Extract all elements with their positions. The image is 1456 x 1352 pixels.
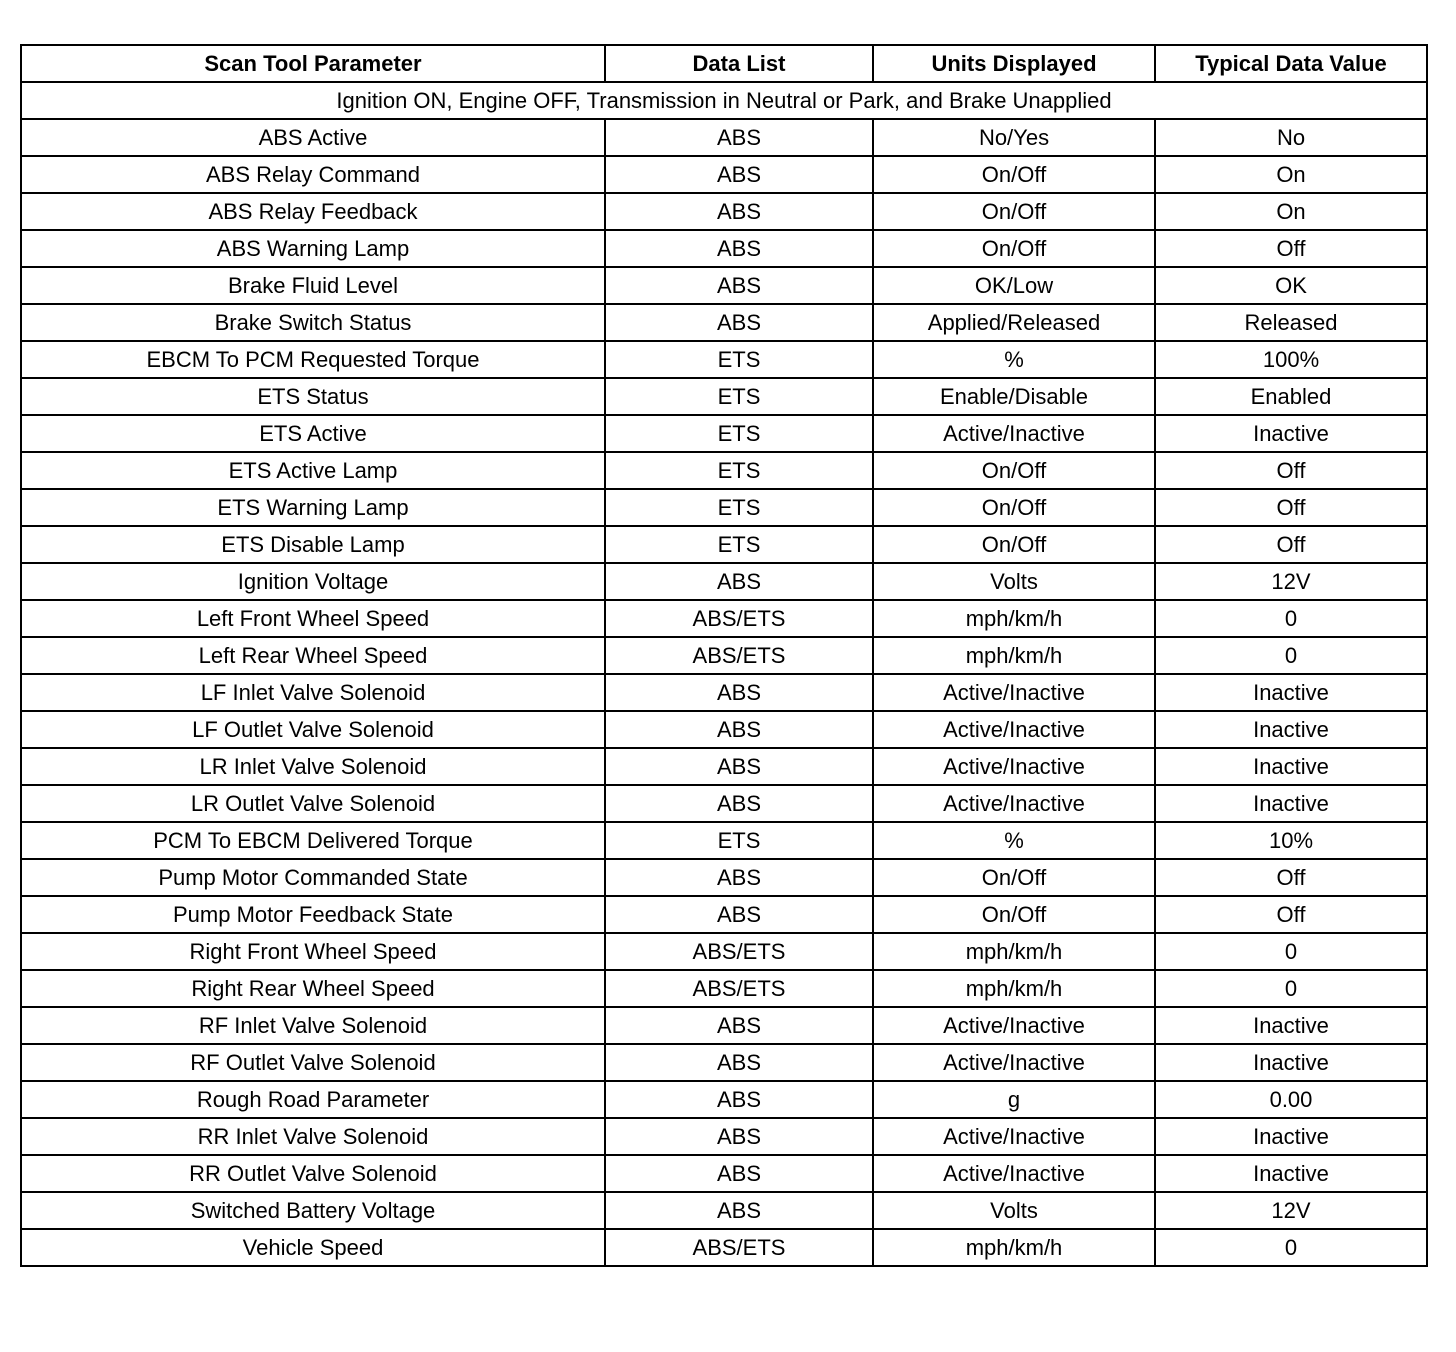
cell-units: On/Off <box>873 230 1155 267</box>
condition-row <box>21 82 1427 119</box>
condition-cell: Ignition ON, Engine OFF, Transmission in Neutral or Park, and Brake Unapplied <box>21 82 1427 119</box>
table-row <box>21 1044 1427 1081</box>
table-row <box>21 1007 1427 1044</box>
cell-units: mph/km/h <box>873 637 1155 674</box>
cell-units: Active/Inactive <box>873 1155 1155 1192</box>
cell-typical-value: Inactive <box>1155 674 1427 711</box>
cell-units: Active/Inactive <box>873 1007 1155 1044</box>
cell-units: Applied/Released <box>873 304 1155 341</box>
cell-units: Active/Inactive <box>873 674 1155 711</box>
cell-typical-value: Inactive <box>1155 1155 1427 1192</box>
cell-typical-value: Inactive <box>1155 1007 1427 1044</box>
cell-units: mph/km/h <box>873 600 1155 637</box>
cell-data-list: ETS <box>605 489 873 526</box>
cell-units: g <box>873 1081 1155 1118</box>
cell-units: % <box>873 822 1155 859</box>
cell-data-list: ABS <box>605 304 873 341</box>
cell-parameter: LF Outlet Valve Solenoid <box>21 711 605 748</box>
cell-units: On/Off <box>873 193 1155 230</box>
cell-data-list: ABS <box>605 1081 873 1118</box>
cell-typical-value: OK <box>1155 267 1427 304</box>
cell-data-list: ABS/ETS <box>605 637 873 674</box>
table-row <box>21 156 1427 193</box>
cell-units: Active/Inactive <box>873 748 1155 785</box>
cell-typical-value: 0 <box>1155 637 1427 674</box>
table-row <box>21 341 1427 378</box>
header-units-displayed: Units Displayed <box>873 45 1155 82</box>
cell-data-list: ABS <box>605 156 873 193</box>
cell-parameter: Left Front Wheel Speed <box>21 600 605 637</box>
cell-parameter: Vehicle Speed <box>21 1229 605 1266</box>
table-row <box>21 230 1427 267</box>
cell-data-list: ABS <box>605 896 873 933</box>
table-row <box>21 822 1427 859</box>
cell-typical-value: Inactive <box>1155 785 1427 822</box>
cell-typical-value: Off <box>1155 452 1427 489</box>
cell-typical-value: Inactive <box>1155 1118 1427 1155</box>
cell-parameter: Brake Fluid Level <box>21 267 605 304</box>
cell-parameter: RF Inlet Valve Solenoid <box>21 1007 605 1044</box>
cell-typical-value: 0.00 <box>1155 1081 1427 1118</box>
cell-typical-value: On <box>1155 193 1427 230</box>
cell-typical-value: 100% <box>1155 341 1427 378</box>
table-row <box>21 267 1427 304</box>
cell-parameter: EBCM To PCM Requested Torque <box>21 341 605 378</box>
cell-parameter: Right Rear Wheel Speed <box>21 970 605 1007</box>
cell-parameter: ETS Active <box>21 415 605 452</box>
cell-data-list: ABS/ETS <box>605 970 873 1007</box>
cell-typical-value: Inactive <box>1155 748 1427 785</box>
cell-parameter: ETS Status <box>21 378 605 415</box>
cell-units: Active/Inactive <box>873 785 1155 822</box>
cell-parameter: Switched Battery Voltage <box>21 1192 605 1229</box>
scan-tool-data-table-container <box>20 44 1426 1267</box>
table-row <box>21 637 1427 674</box>
table-row <box>21 748 1427 785</box>
cell-parameter: ETS Active Lamp <box>21 452 605 489</box>
cell-units: No/Yes <box>873 119 1155 156</box>
cell-parameter: Ignition Voltage <box>21 563 605 600</box>
cell-units: Volts <box>873 1192 1155 1229</box>
cell-parameter: LF Inlet Valve Solenoid <box>21 674 605 711</box>
cell-parameter: RR Inlet Valve Solenoid <box>21 1118 605 1155</box>
table-row <box>21 933 1427 970</box>
cell-typical-value: 12V <box>1155 563 1427 600</box>
cell-data-list: ABS <box>605 267 873 304</box>
table-row <box>21 970 1427 1007</box>
cell-data-list: ABS <box>605 119 873 156</box>
cell-units: On/Off <box>873 526 1155 563</box>
cell-data-list: ETS <box>605 822 873 859</box>
table-row <box>21 119 1427 156</box>
cell-typical-value: Enabled <box>1155 378 1427 415</box>
cell-data-list: ABS <box>605 1155 873 1192</box>
table-row <box>21 674 1427 711</box>
cell-units: mph/km/h <box>873 970 1155 1007</box>
table-row <box>21 785 1427 822</box>
table-row <box>21 526 1427 563</box>
header-data-list: Data List <box>605 45 873 82</box>
cell-units: % <box>873 341 1155 378</box>
header-row <box>21 45 1427 82</box>
table-row <box>21 600 1427 637</box>
cell-units: On/Off <box>873 896 1155 933</box>
cell-parameter: Left Rear Wheel Speed <box>21 637 605 674</box>
cell-units: On/Off <box>873 859 1155 896</box>
cell-units: Active/Inactive <box>873 415 1155 452</box>
cell-typical-value: 0 <box>1155 1229 1427 1266</box>
cell-parameter: ABS Warning Lamp <box>21 230 605 267</box>
table-row <box>21 452 1427 489</box>
table-row <box>21 489 1427 526</box>
cell-parameter: Rough Road Parameter <box>21 1081 605 1118</box>
table-row <box>21 711 1427 748</box>
cell-data-list: ABS <box>605 230 873 267</box>
cell-typical-value: Off <box>1155 489 1427 526</box>
cell-typical-value: Inactive <box>1155 711 1427 748</box>
table-row <box>21 896 1427 933</box>
cell-units: On/Off <box>873 489 1155 526</box>
cell-units: mph/km/h <box>873 933 1155 970</box>
table-row <box>21 1192 1427 1229</box>
cell-typical-value: 0 <box>1155 970 1427 1007</box>
cell-data-list: ABS <box>605 1118 873 1155</box>
cell-typical-value: Released <box>1155 304 1427 341</box>
table-row <box>21 563 1427 600</box>
cell-data-list: ABS/ETS <box>605 1229 873 1266</box>
cell-parameter: ABS Active <box>21 119 605 156</box>
table-row <box>21 415 1427 452</box>
cell-parameter: ETS Disable Lamp <box>21 526 605 563</box>
cell-data-list: ETS <box>605 341 873 378</box>
cell-parameter: Pump Motor Feedback State <box>21 896 605 933</box>
cell-data-list: ABS/ETS <box>605 600 873 637</box>
cell-typical-value: No <box>1155 119 1427 156</box>
scan-tool-data-table <box>20 44 1428 1267</box>
cell-typical-value: On <box>1155 156 1427 193</box>
cell-typical-value: Off <box>1155 859 1427 896</box>
cell-typical-value: Off <box>1155 896 1427 933</box>
cell-data-list: ABS <box>605 859 873 896</box>
cell-units: Active/Inactive <box>873 1118 1155 1155</box>
cell-data-list: ETS <box>605 415 873 452</box>
cell-parameter: ABS Relay Feedback <box>21 193 605 230</box>
table-row <box>21 1081 1427 1118</box>
cell-parameter: ABS Relay Command <box>21 156 605 193</box>
cell-data-list: ABS <box>605 785 873 822</box>
cell-parameter: ETS Warning Lamp <box>21 489 605 526</box>
cell-data-list: ABS <box>605 1007 873 1044</box>
cell-units: Active/Inactive <box>873 1044 1155 1081</box>
table-row <box>21 1118 1427 1155</box>
cell-data-list: ABS/ETS <box>605 933 873 970</box>
cell-data-list: ABS <box>605 711 873 748</box>
cell-data-list: ETS <box>605 526 873 563</box>
cell-units: OK/Low <box>873 267 1155 304</box>
cell-typical-value: 12V <box>1155 1192 1427 1229</box>
cell-parameter: RF Outlet Valve Solenoid <box>21 1044 605 1081</box>
cell-parameter: Brake Switch Status <box>21 304 605 341</box>
cell-typical-value: 0 <box>1155 600 1427 637</box>
cell-typical-value: Inactive <box>1155 1044 1427 1081</box>
cell-units: Active/Inactive <box>873 711 1155 748</box>
cell-data-list: ETS <box>605 452 873 489</box>
table-row <box>21 1155 1427 1192</box>
table-row <box>21 193 1427 230</box>
cell-parameter: Right Front Wheel Speed <box>21 933 605 970</box>
cell-typical-value: Off <box>1155 526 1427 563</box>
cell-typical-value: 10% <box>1155 822 1427 859</box>
table-body <box>21 82 1427 1266</box>
cell-parameter: LR Outlet Valve Solenoid <box>21 785 605 822</box>
cell-data-list: ABS <box>605 193 873 230</box>
cell-units: On/Off <box>873 156 1155 193</box>
cell-data-list: ETS <box>605 378 873 415</box>
header-typical-data-value: Typical Data Value <box>1155 45 1427 82</box>
cell-data-list: ABS <box>605 748 873 785</box>
table-row <box>21 859 1427 896</box>
cell-units: mph/km/h <box>873 1229 1155 1266</box>
cell-units: Enable/Disable <box>873 378 1155 415</box>
cell-typical-value: Inactive <box>1155 415 1427 452</box>
cell-parameter: PCM To EBCM Delivered Torque <box>21 822 605 859</box>
table-row <box>21 378 1427 415</box>
cell-typical-value: Off <box>1155 230 1427 267</box>
cell-parameter: LR Inlet Valve Solenoid <box>21 748 605 785</box>
cell-data-list: ABS <box>605 674 873 711</box>
table-row <box>21 1229 1427 1266</box>
cell-data-list: ABS <box>605 1192 873 1229</box>
cell-parameter: Pump Motor Commanded State <box>21 859 605 896</box>
cell-typical-value: 0 <box>1155 933 1427 970</box>
cell-data-list: ABS <box>605 1044 873 1081</box>
table-row <box>21 304 1427 341</box>
cell-units: Volts <box>873 563 1155 600</box>
cell-units: On/Off <box>873 452 1155 489</box>
cell-data-list: ABS <box>605 563 873 600</box>
cell-parameter: RR Outlet Valve Solenoid <box>21 1155 605 1192</box>
header-scan-tool-parameter: Scan Tool Parameter <box>21 45 605 82</box>
